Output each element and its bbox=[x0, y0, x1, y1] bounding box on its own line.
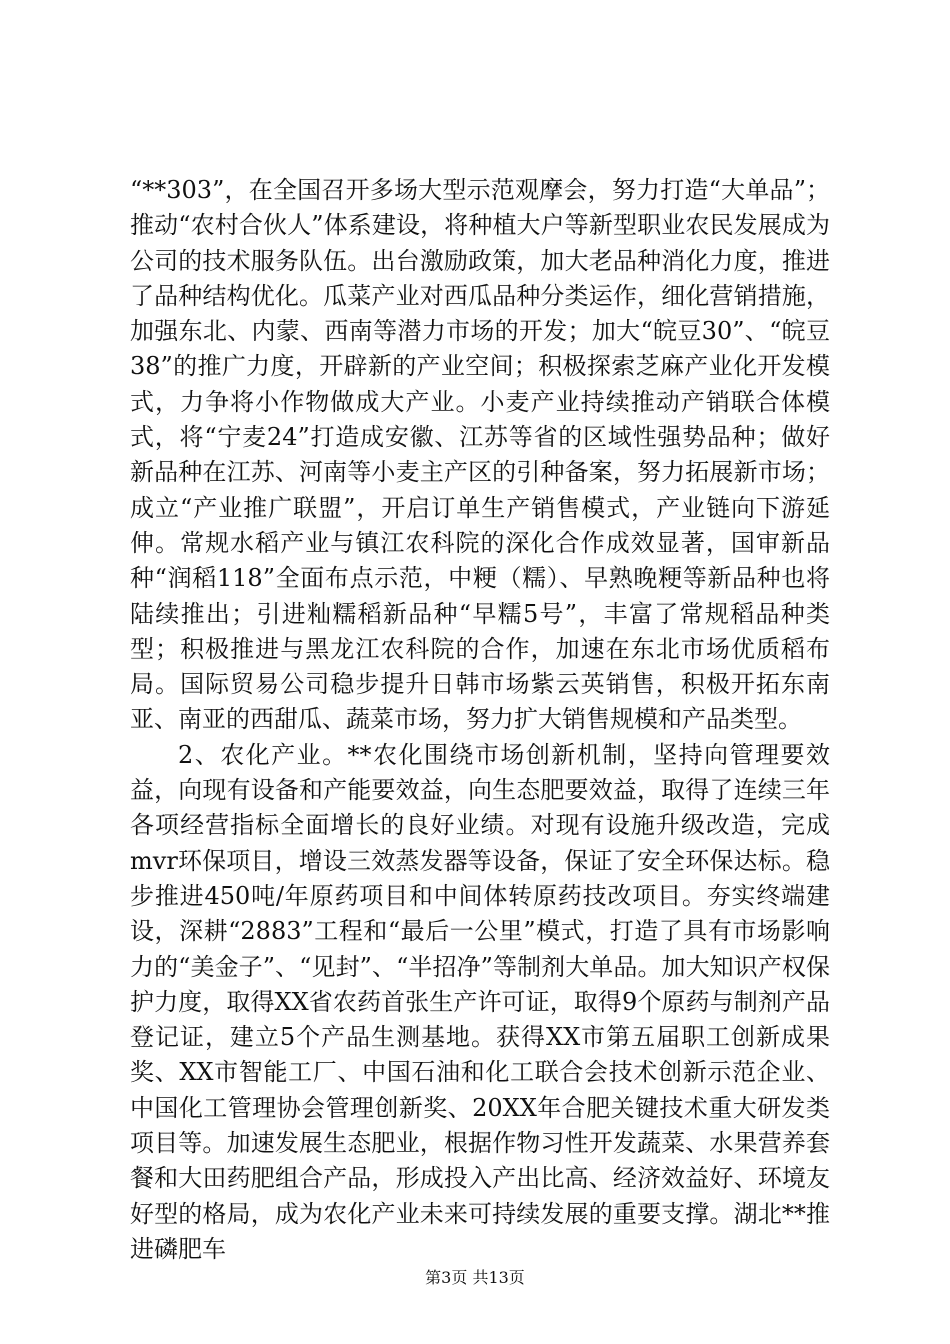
page-footer: 第3页 共13页 bbox=[425, 1268, 525, 1287]
paragraph-agrochemical-industry: 2、农化产业。**农化围绕市场创新机制，坚持向管理要效益，向现有设备和产能要效益，向生态肥要效益，取得了连续三年各项经营指标全面增长的良好业绩。对现有设施升级改造，完成mvr环保项目，增设三效蒸发器等设备，保证了安全环保达标。稳步推进450吨/年原药项目和中间体转原药技改项目。夯实终端建设，深耕“2883”工程和“最后一公里”模式，打造了具有市场影响力的“美金子”、“见封”、“半招净”等制剂大单品。加大知识产权保护力度，取得XX省农药首张生产许可证，取得9个原药与制剂产品登记证，建立5个产品生测基地。获得XX市第五届职工创新成果奖、XX市智能工厂、中国石油和化工联合会技术创新示范企业、中国化工管理协会管理创新奖、20XX年合肥关键技术重大研发类项目等。加速发展生态肥业，根据作物习性开发蔬菜、水果营养套餐和大田药肥组合产品，形成投入产出比高、经济效益好、环境友好型的格局，成为农化产业未来可持续发展的重要支撑。湖北**推进磷肥车 bbox=[130, 740, 830, 1263]
paragraph-seed-industry: “**303”，在全国召开多场大型示范观摩会，努力打造“大单品”；推动“农村合伙人”体系建设，将种植大户等新型职业农民发展成为公司的技术服务队伍。出台激励政策，加大老品种消化力度，推进了品种结构优化。瓜菜产业对西瓜品种分类运作，细化营销措施，加强东北、内蒙、西南等潜力市场的开发；加大“皖豆30”、“皖豆38”的推广力度，开辟新的产业空间；积极探索芝麻产业化开发模式，力争将小作物做成大产业。小麦产业持续推动产销联合体模式，将“宁麦24”打造成安徽、江苏等省的区域性强势品种；做好新品种在江苏、河南等小麦主产区的引种备案，努力拓展新市场；成立“产业推广联盟”，开启订单生产销售模式，产业链向下游延伸。常规水稻产业与镇江农科院的深化合作成效显著，国审新品种“润稻118”全面布点示范，中粳（糯）、早熟晚粳等新品种也将陆续推出；引进籼糯稻新品种“早糯5号”，丰富了常规稻品种类型；积极推进与黑龙江农科院的合作，加速在东北市场优质稻布局。国际贸易公司稳步提升日韩市场紫云英销售，积极开拓东南亚、南亚的西甜瓜、蔬菜市场，努力扩大销售规模和产品类型。 bbox=[130, 176, 830, 734]
document-body bbox=[130, 173, 830, 1267]
